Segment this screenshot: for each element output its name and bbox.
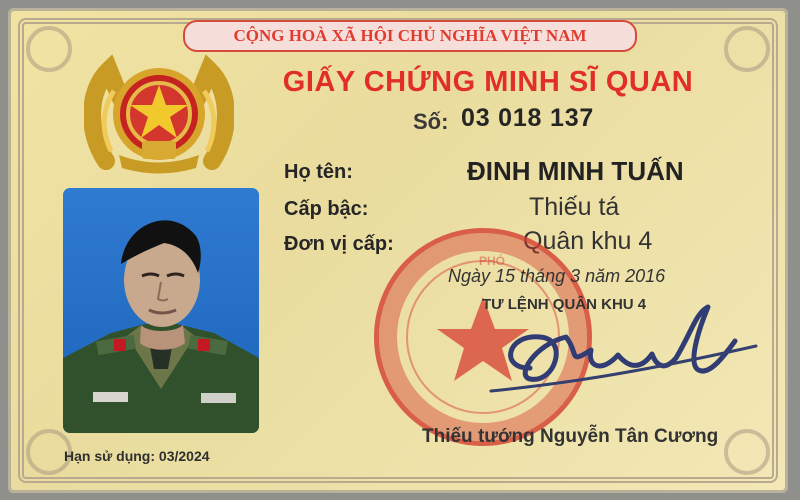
signer-name: Thiếu tướng Nguyễn Tân Cương xyxy=(422,426,719,447)
military-emblem-icon xyxy=(84,53,234,178)
name-label: Họ tên: xyxy=(284,161,353,183)
border-ornament-icon xyxy=(724,429,770,475)
rank-label: Cấp bậc: xyxy=(284,198,369,220)
issuer-title: TƯ LỆNH QUÂN KHU 4 xyxy=(482,296,647,313)
validity-line xyxy=(64,448,210,464)
unit-label: Đơn vị cấp: xyxy=(284,233,394,255)
validity-label: Hạn sử dụng: xyxy=(64,448,156,464)
document-number: 03 018 137 xyxy=(461,104,595,132)
issuing-unit: Quân khu 4 xyxy=(523,227,653,255)
officer-rank: Thiếu tá xyxy=(529,193,620,221)
republic-header: CỘNG HOÀ XÃ HỘI CHỦ NGHĨA VIỆT NAM xyxy=(183,20,637,52)
handwritten-signature xyxy=(478,283,763,408)
military-officer-id-card xyxy=(8,8,788,493)
officer-name: ĐINH MINH TUẤN xyxy=(467,156,684,186)
officer-portrait-illustration xyxy=(63,188,259,433)
document-title: GIẤY CHỨNG MINH SĨ QUAN xyxy=(282,66,694,98)
issue-date: Ngày 15 tháng 3 năm 2016 xyxy=(448,266,666,286)
border-ornament-icon xyxy=(724,26,770,72)
seal-text: PHÓ xyxy=(479,254,506,268)
validity-date: 03/2024 xyxy=(158,448,210,464)
border-ornament-icon xyxy=(26,26,72,72)
number-label: Số: xyxy=(413,109,449,134)
officer-portrait xyxy=(63,188,259,433)
